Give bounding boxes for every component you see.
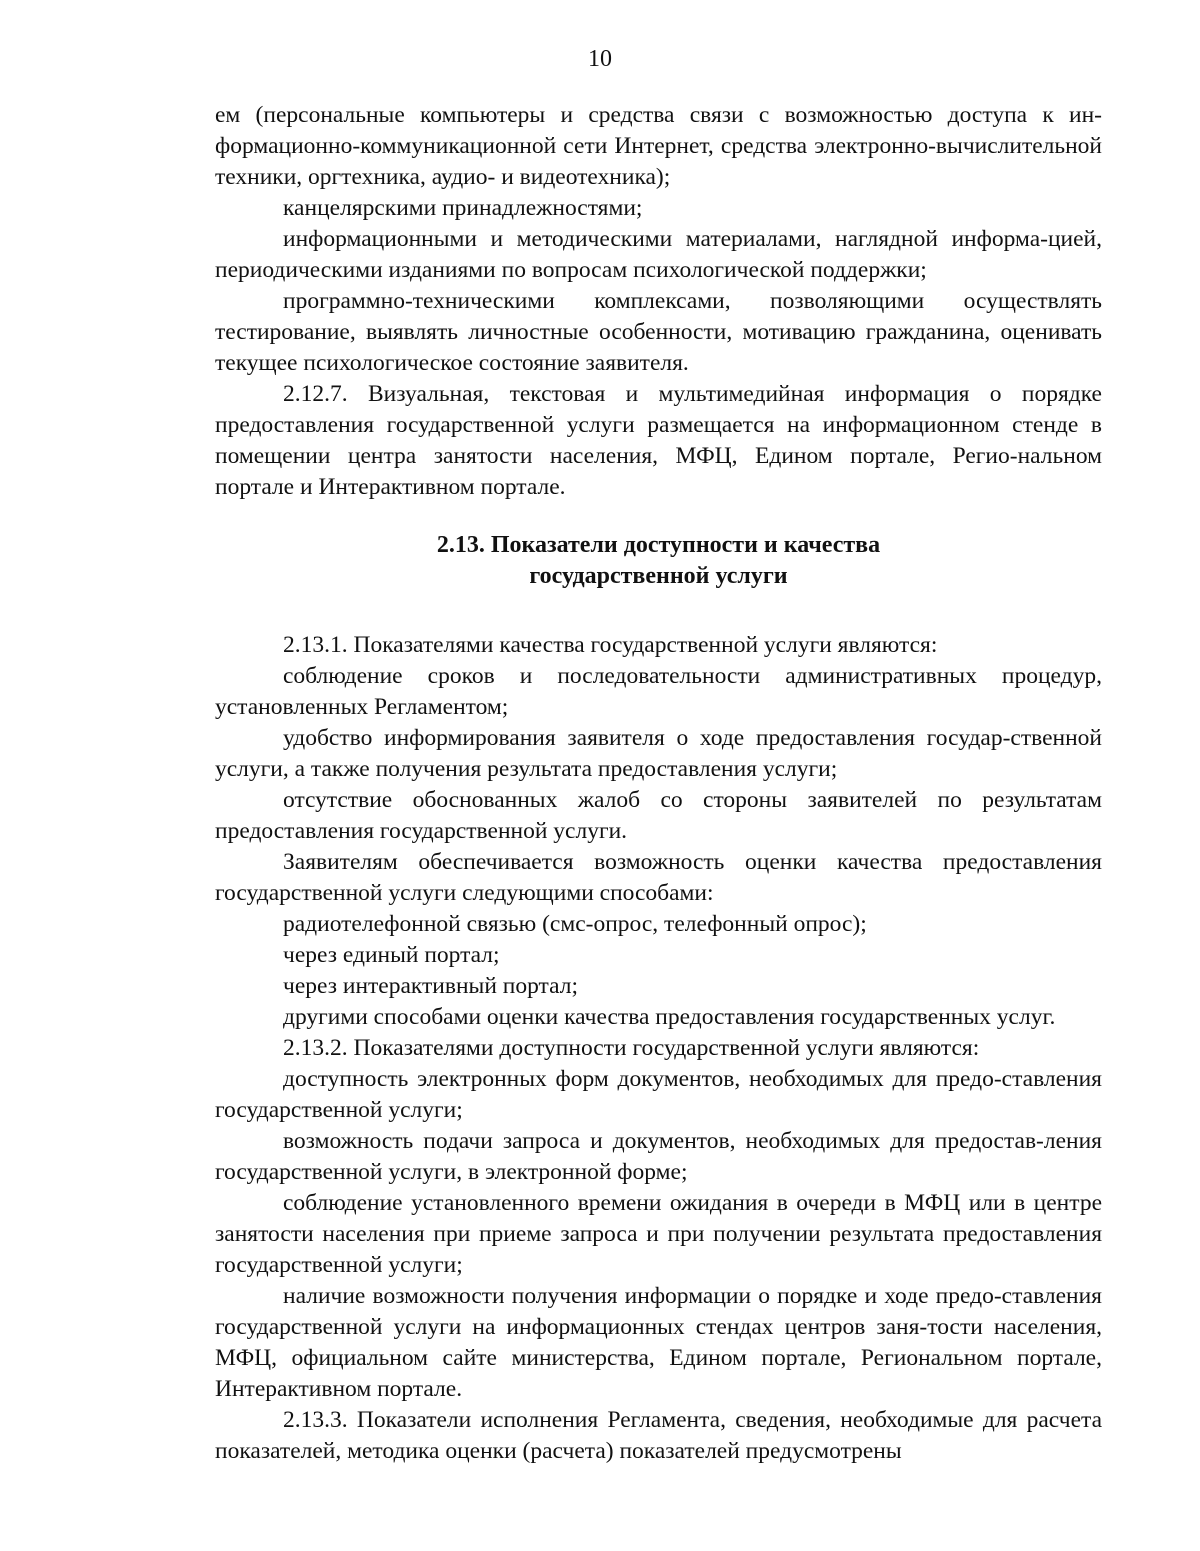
paragraph: 2.13.1. Показателями качества государственной услуги являются: [283,632,938,658]
section-heading [215,530,1102,592]
paragraph: через интерактивный портал; [283,973,578,999]
paragraph: 2.12.7. Визуальная, текстовая и мультимедийная информация о порядке предоставления государственной услуги размещается на информационном стенде в помещении центра занятости населения, МФЦ, Едином портале, Регио-нальном портале и Интерактивном портале. [215,381,1102,500]
paragraph: ем (персональные компьютеры и средства связи с возможностью доступа к ин-формационно-коммуникационной сети Интернет, средства электронно-вычислительной техники, оргтехника, аудио- и видеотехника); [215,102,1102,190]
paragraph: 2.13.2. Показателями доступности государственной услуги являются: [283,1035,980,1061]
paragraph: соблюдение установленного времени ожидания в очереди в МФЦ или в центре занятости населения при приеме запроса и при получении результата предоставления государственной услуги; [215,1190,1102,1278]
paragraph: наличие возможности получения информации о порядке и ходе предо-ставления государственной услуги на информационных стендах центров заня-тости населения, МФЦ, официальном сайте министерства, Едином портале, Региональном портале, Интерактивном портале. [215,1283,1102,1402]
page-number: 10 [588,46,612,72]
paragraph: Заявителям обеспечивается возможность оценки качества предоставления государственной услуги следующими способами: [215,849,1102,906]
paragraph: 2.13.3. Показатели исполнения Регламента, сведения, необходимые для расчета показателей, методика оценки (расчета) показателей предусмотрены [215,1407,1102,1464]
section-heading-line-2: государственной услуги [529,563,788,589]
paragraph: радиотелефонной связью (смс-опрос, телефонный опрос); [283,911,867,937]
document-body [215,100,1102,1467]
paragraph: канцелярскими принадлежностями; [283,195,643,221]
paragraph: соблюдение сроков и последовательности административных процедур, установленных Регламентом; [215,663,1102,720]
paragraph: через единый портал; [283,942,500,968]
section-heading-line-1: 2.13. Показатели доступности и качества [436,532,881,558]
paragraph: другими способами оценки качества предоставления государственных услуг. [283,1004,1056,1030]
paragraph: информационными и методическими материалами, наглядной информа-цией, периодическими изданиями по вопросам психологической поддержки; [215,226,1102,283]
paragraph: программно-техническими комплексами, позволяющими осуществлять тестирование, выявлять личностные особенности, мотивацию гражданина, оценивать текущее психологическое состояние заявителя. [215,288,1102,376]
paragraph: отсутствие обоснованных жалоб со стороны заявителей по результатам предоставления государственной услуги. [215,787,1102,844]
paragraph: удобство информирования заявителя о ходе предоставления государ-ственной услуги, а также получения результата предоставления услуги; [215,725,1102,782]
paragraph: возможность подачи запроса и документов, необходимых для предостав-ления государственной услуги, в электронной форме; [215,1128,1102,1185]
paragraph: доступность электронных форм документов, необходимых для предо-ставления государственной услуги; [215,1066,1102,1123]
